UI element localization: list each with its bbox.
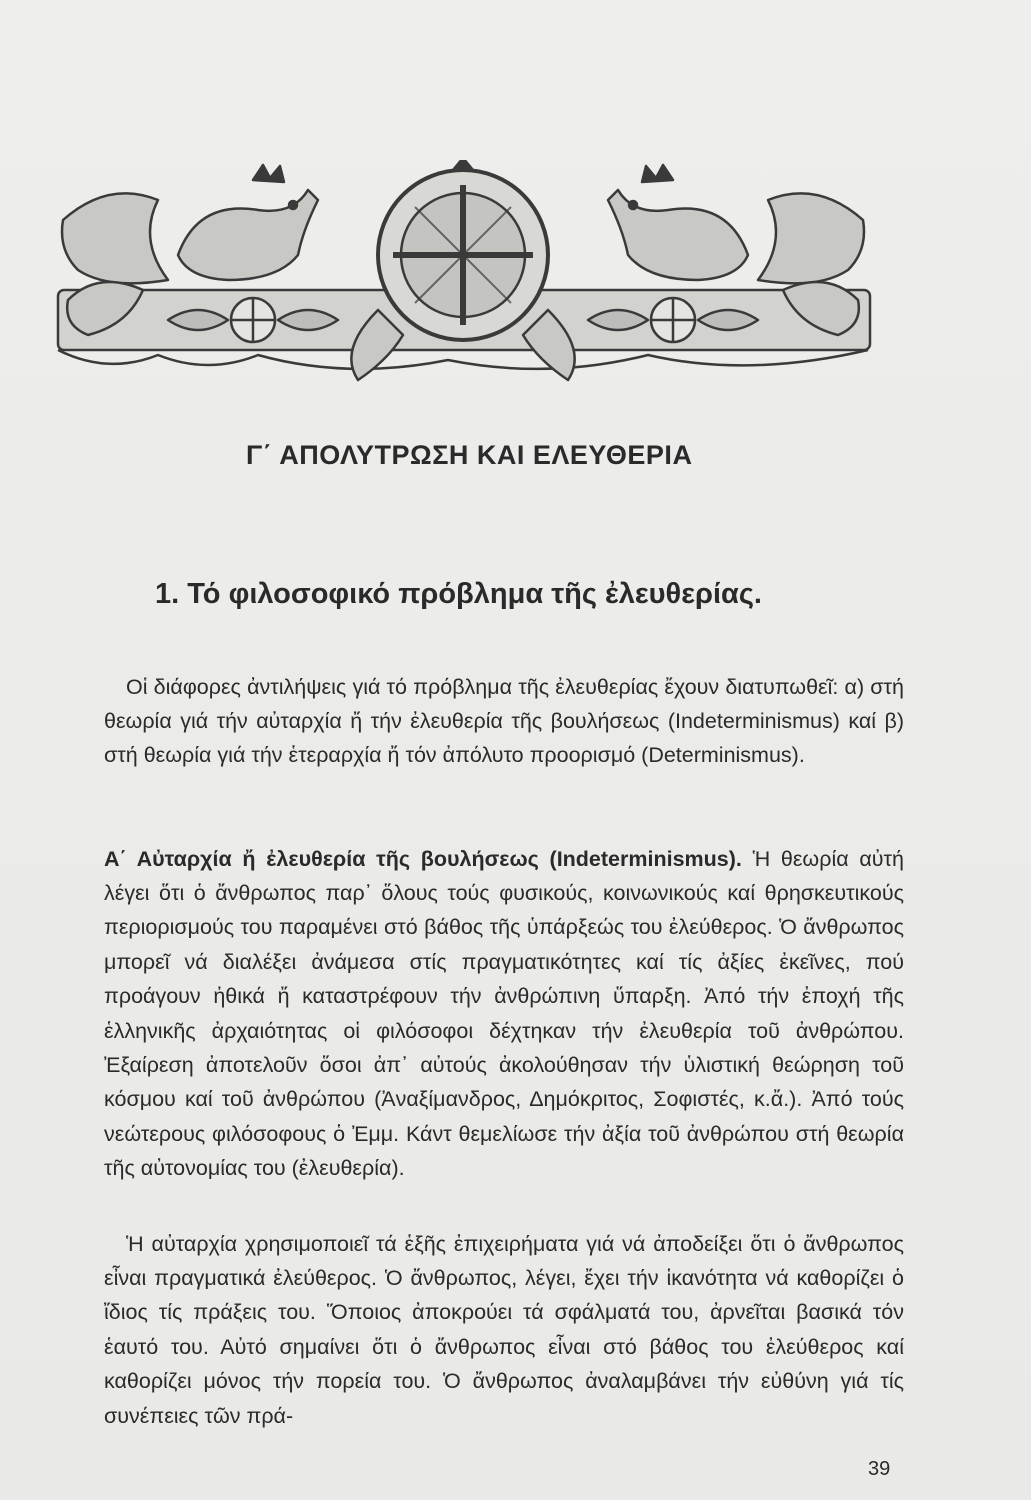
- subsection-heading: Α΄ Αὐταρχία ἤ ἐλευθερία τῆς βουλήσεως (Indeterminismus).: [104, 846, 742, 871]
- paragraph-indeterminismus: [104, 842, 904, 1186]
- paragraph-arguments: Ἡ αὐταρχία χρησιμοποιεῖ τά ἑξῆς ἐπιχειρήματα γιά νά ἀποδείξει ὅτι ὁ ἄνθρωπος εἶναι πραγματικά ἐλεύθερος. Ὁ ἄνθρωπος, λέγει, ἔχει τήν ἱκανότητα νά καθορίζει ὁ ἴδιος τίς πράξεις του. Ὅποιος ἀποκρούει τά σφάλματά του, ἀρνεῖται βασικά τόν ἑαυτό του. Αὐτό σημαίνει ὅτι ὁ ἄνθρωπος εἶναι στό βάθος του ἐλεύθερος καί καθορίζει μόνος τήν πορεία του. Ὁ ἄνθρωπος ἀναλαμβάνει τήν εὐθύνη γιά τίς συνέπειες τῶν πρά-: [104, 1231, 904, 1428]
- page-number: 39: [868, 1458, 891, 1480]
- section-title: 1. Τό φιλοσοφικό πρόβλημα τῆς ἐλευθερίας.: [155, 578, 762, 610]
- paragraph-intro: Οἱ διάφορες ἀντιλήψεις γιά τό πρόβλημα τῆς ἐλευθερίας ἔχουν διατυπωθεῖ: α) στή θεωρία γιά τήν αὐταρχία ἤ τήν ἐλευθερία τῆς βουλήσεως (Indeterminismus) καί β) στή θεωρία γιά τήν ἑτεραρχία ἤ τόν ἀπόλυτο προορισμό (Determinismus).: [104, 674, 904, 768]
- ornamental-headpiece: [48, 160, 878, 390]
- chapter-title: Γ΄ ΑΠΟΛΥΤΡΩΣΗ ΚΑΙ ΕΛΕΥΘΕΡΙΑ: [246, 440, 693, 470]
- paragraph-body: Ἡ θεωρία αὐτή λέγει ὅτι ὁ ἄνθρωπος παρ᾿ ὅλους τούς φυσικούς, κοινωνικούς καί θρησκευτικούς περιορισμούς του παραμένει στό βάθος τῆς ὑπάρξεώς του ἐλεύθερος. Ὁ ἄνθρωπος μπορεῖ νά διαλέξει ἀνάμεσα στίς πραγματικότητες καί τίς ἀξίες ἐκεῖνες, πού προάγουν ἠθικά ἤ καταστρέφουν τήν ἀνθρώπινη ὕπαρξη. Ἀπό τήν ἐποχή τῆς ἑλληνικῆς ἀρχαιότητας οἱ φιλόσοφοι δέχτηκαν τήν ἐλευθερία τοῦ ἀνθρώπου. Ἐξαίρεση ἀποτελοῦν ὅσοι ἀπ᾿ αὐτούς ἀκολούθησαν τήν ὑλιστική θεώρηση τοῦ κόσμου καί τοῦ ἀνθρώπου (Ἀναξίμανδρος, Δημόκριτος, Σοφιστές, κ.ἄ.). Ἀπό τούς νεώτερους φιλόσοφους ὁ Ἐμμ. Κάντ θεμελίωσε τήν ἀξία τοῦ ἀνθρώπου στή θεωρία τῆς αὐτονομίας του (ἐλευθερία).: [104, 846, 904, 1181]
